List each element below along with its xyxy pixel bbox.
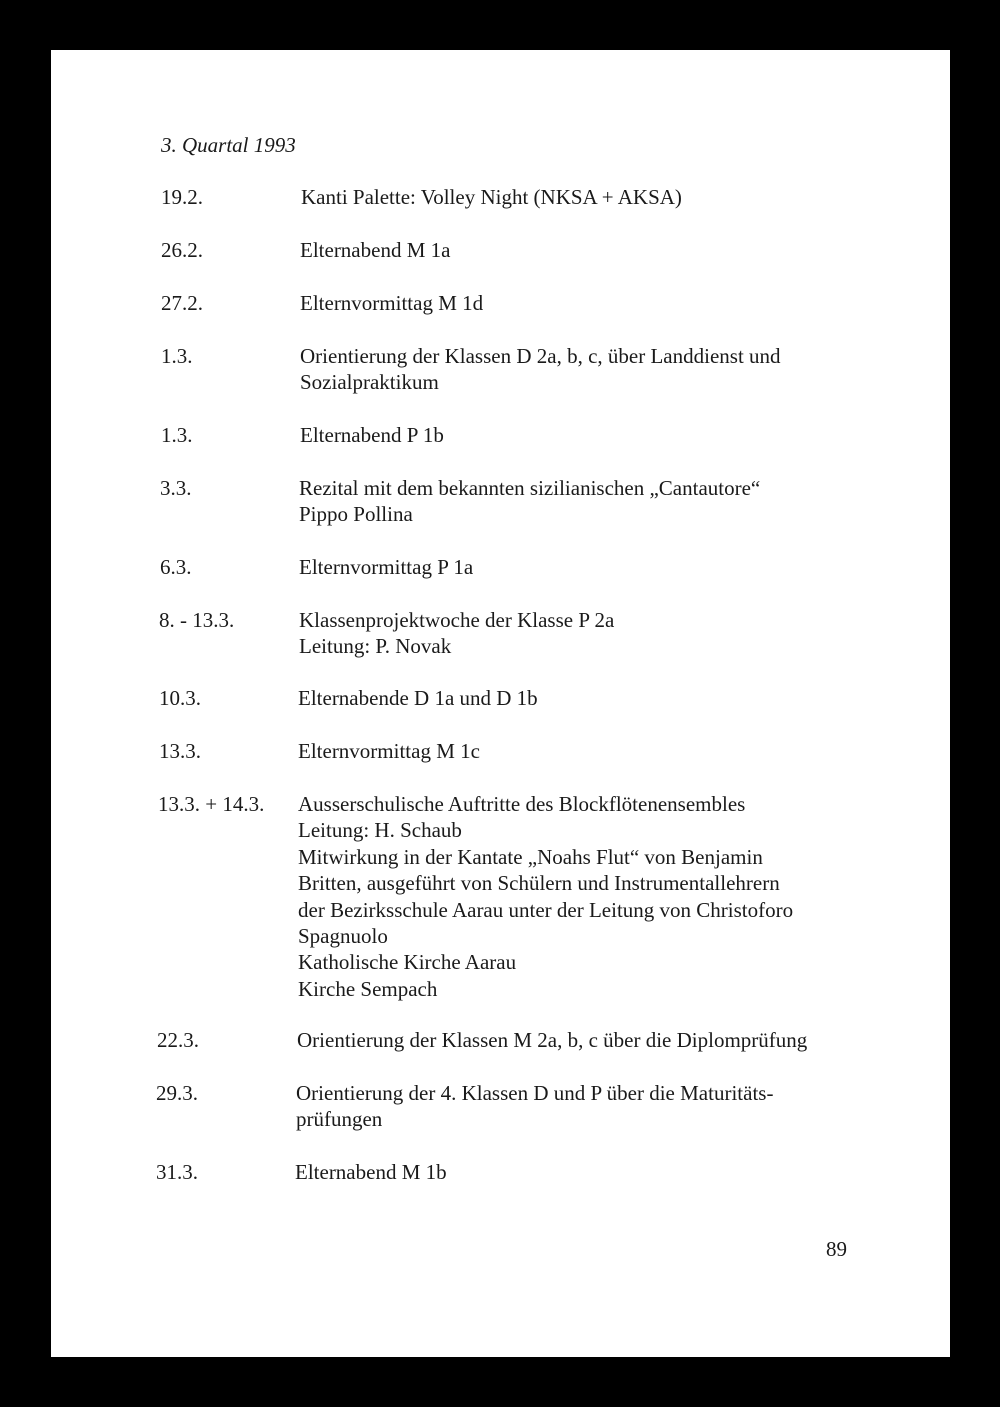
entry-date: 8. - 13.3. (159, 608, 235, 632)
entry-description (300, 290, 860, 316)
entry-date: 13.3. (159, 739, 201, 763)
entry-date: 22.3. (157, 1028, 199, 1052)
entry-description-line: Elternabend M 1b (295, 1160, 447, 1184)
entry-description (301, 184, 861, 210)
document-page (51, 50, 950, 1357)
entry-description-line: Elternabende D 1a und D 1b (298, 686, 538, 710)
entry-description-line: Pippo Pollina (299, 502, 413, 527)
entry-date: 6.3. (160, 555, 192, 579)
entry-date: 13.3. + 14.3. (158, 792, 265, 816)
entry-description (299, 607, 859, 660)
entry-description-line: Orientierung der Klassen M 2a, b, c über die Diplomprüfung (297, 1028, 808, 1052)
entry-description-line: Elternvormittag M 1d (300, 291, 484, 315)
entry-description-line: Katholische Kirche Aarau (298, 950, 517, 975)
entry-date: 1.3. (161, 344, 193, 368)
entry-description-line: Mitwirkung in der Kantate „Noahs Flut“ von Benjamin (298, 844, 763, 869)
entry-date: 10.3. (159, 686, 201, 710)
entry-description-line: Klassenprojektwoche der Klasse P 2a (299, 608, 615, 632)
entry-date: 27.2. (161, 291, 203, 315)
entry-description-line: Orientierung der Klassen D 2a, b, c, über Landdienst und (300, 344, 781, 368)
entry-description-line: Rezital mit dem bekannten sizilianischen „Cantautore“ (299, 476, 761, 500)
entry-date: 3.3. (160, 476, 192, 500)
entry-date: 29.3. (156, 1081, 198, 1105)
entry-description-line: Orientierung der 4. Klassen D und P über die Maturitäts- (296, 1081, 774, 1105)
entry-date: 1.3. (161, 423, 193, 447)
page-number: 89 (826, 1237, 847, 1261)
entry-description-line: Sozialpraktikum (300, 370, 439, 395)
entry-description-line: Elternvormittag P 1a (299, 555, 474, 579)
entry-description-line: Ausserschulische Auftritte des Blockflötenensembles (298, 792, 746, 816)
entry-description (298, 685, 858, 711)
entry-description (298, 791, 858, 1002)
entry-description-line: prüfungen (296, 1107, 383, 1132)
entry-description-line: Elternabend P 1b (300, 423, 444, 447)
entry-date: 19.2. (161, 185, 203, 209)
entry-description-line: Kirche Sempach (298, 976, 438, 1001)
entry-description-line: Leitung: H. Schaub (298, 818, 462, 843)
entry-description-line: Elternvormittag M 1c (298, 739, 480, 763)
entry-description (300, 422, 860, 448)
page-heading: 3. Quartal 1993 (161, 133, 296, 157)
entry-description-line: Kanti Palette: Volley Night (NKSA + AKSA) (301, 185, 682, 209)
entry-description (296, 1080, 856, 1133)
entry-description (295, 1159, 855, 1185)
entry-description (297, 1027, 857, 1053)
entry-description-line: Elternabend M 1a (300, 238, 451, 262)
entry-description-line: Britten, ausgeführt von Schülern und Instrumentallehrern (298, 871, 780, 896)
entry-description-line: Leitung: P. Novak (299, 634, 452, 659)
entry-description (299, 475, 859, 528)
entry-description (299, 554, 859, 580)
entry-description (300, 343, 860, 396)
entry-description-line: Spagnuolo (298, 924, 388, 949)
entry-description (300, 237, 860, 263)
entry-date: 26.2. (161, 238, 203, 262)
entry-date: 31.3. (156, 1160, 198, 1184)
entry-description (298, 738, 858, 764)
entry-description-line: der Bezirksschule Aarau unter der Leitung von Christoforo (298, 897, 794, 922)
